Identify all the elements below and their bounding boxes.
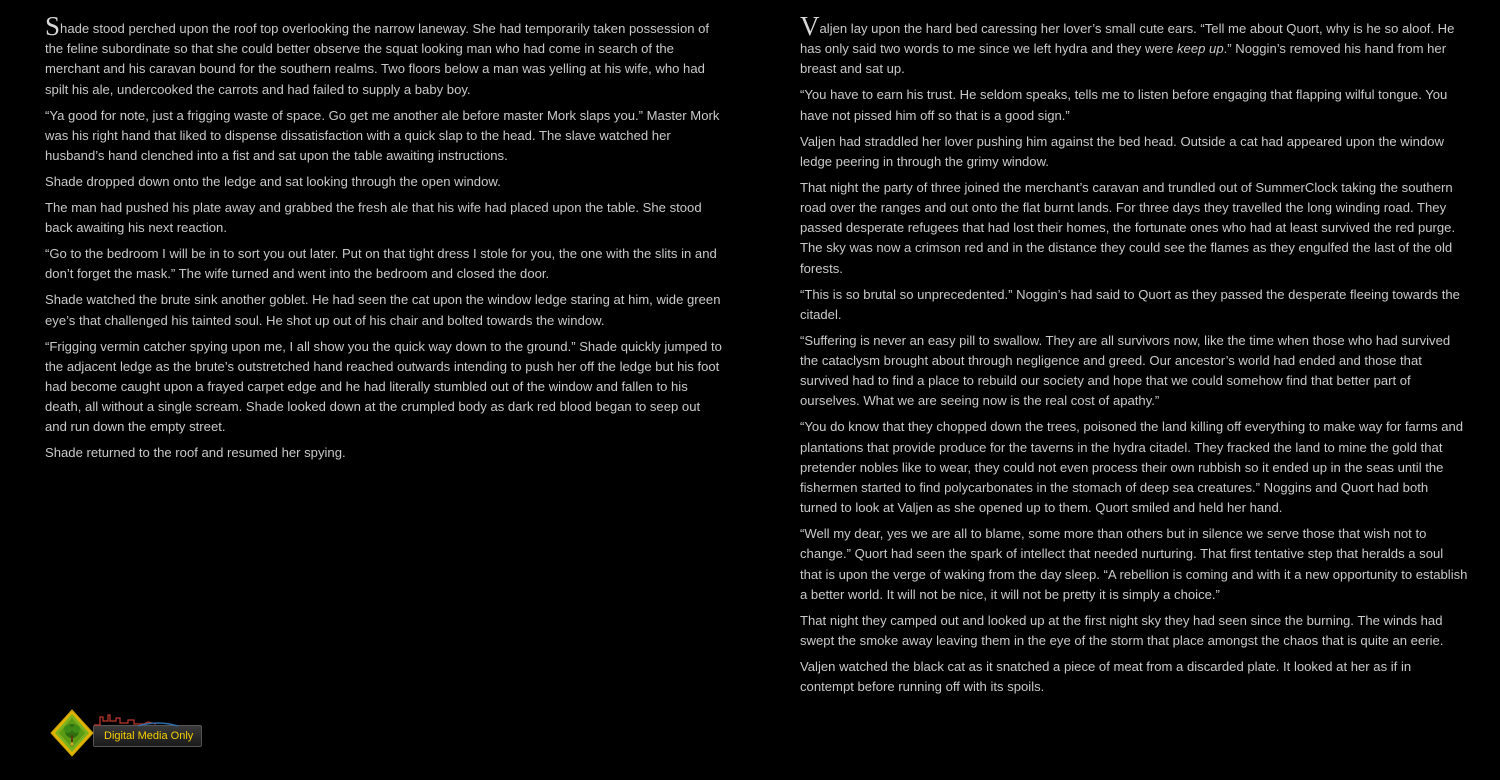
left-paragraph-3: Shade dropped down onto the ledge and sat looking through the open window. xyxy=(45,174,501,190)
left-dropcap: S xyxy=(45,11,61,41)
left-paragraph-7: “Frigging vermin catcher spying upon me, I all show you the quick way down to the ground.” Shade quickly jumped to the adjacent ledge as the brute’s outstretched hand reached outwards intending to push her off the ledge but his foot had become caught upon a frayed carpet edge and he had literally stumbled out of the window and fallen to his death, all without a single scream. Shade looked down at the crumpled body as dark red blood began to seep out and run down the empty street. xyxy=(45,338,722,435)
right-paragraph-1: Valjen lay upon the hard bed caressing her lover’s small cute ears. “Tell me about Quort, why is he so aloof. He has only said two words to me since we left hydra and they were keep up.” Noggin’s removed his hand from her breast and sat up. xyxy=(800,11,1455,77)
right-paragraph-2: “You have to earn his trust. He seldom speaks, tells me to listen before engaging that flapping wilful tongue. You have not pissed him off so that is a good sign.” xyxy=(800,87,1448,123)
emphasis-keep-up: keep up xyxy=(1177,41,1224,57)
right-paragraph-9: That night they camped out and looked up at the first night sky they had seen since the burning. The winds had swept the smoke away leaving them in the eye of the storm that place amongst the chaos that is quite an eerie. xyxy=(800,612,1444,649)
left-paragraph-6: Shade watched the brute sink another goblet. He had seen the cat upon the window ledge staring at him, wide green eye’s that challenged his tainted soul. He shot up out of his chair and bolted towards the window. xyxy=(45,292,721,328)
right-paragraph-8: “Well my dear, yes we are all to blame, some more than others but in silence we serve those that wish not to change.” Quort had seen the spark of intellect that needed nurturing. That first tentative step that heralds a soul that is upon the verge of waking from the day sleep. “A rebellion is coming and with it a new opportunity to establish a better world. It will not be nice, it will not be pretty it is simply a choice.” xyxy=(800,526,1468,602)
left-paragraph-2: “Ya good for note, just a frigging waste of space. Go get me another ale before master Mork slaps you.” Master Mork was his right hand that liked to dispense dissatisfaction with a quick slap to the head. The slave watched her husband’s hand clenched into a fist and sat upon the table awaiting instructions. xyxy=(45,107,720,164)
right-dropcap: V xyxy=(800,11,820,41)
right-paragraph-10: Valjen watched the black cat as it snatched a piece of meat from a discarded plate. It looked at her as if in contempt before running off with its spoils. xyxy=(800,659,1412,695)
right-paragraph-6: “Suffering is never an easy pill to swallow. They are all survivors now, like the time when those who had survived the cataclysm brought about through negligence and greed. Our ancestor’s world had ended and those that survived had to find a place to rebuild our society and hope that we could somehow find that better part of ourselves. What we are seeing now is the real cost of apathy.” xyxy=(800,332,1451,409)
logo-emblem-icon xyxy=(48,704,208,762)
left-paragraph-5: “Go to the bedroom I will be in to sort you out later. Put on that tight dress I stole for you, the one with the slits in and don’t forget the mask.” The wife turned and went into the bedroom and closed the door. xyxy=(45,246,717,282)
right-paragraph-4: That night the party of three joined the merchant’s caravan and trundled out of SummerClock taking the southern road over the ranges and out onto the flat burnt lands. For three days they travelled the long winding road. They passed desperate refugees that had lost their homes, the fortunate ones who had at least survived the red purge. The sky was now a crimson red and in the distance they could see the flames as they engulfed the last of the old forests. xyxy=(800,179,1456,276)
left-paragraph-1: Shade stood perched upon the roof top overlooking the narrow laneway. She had temporarily taken possession of the feline subordinate so that she could better observe the squat looking man who had come in search of the merchant and his caravan bound for the southern realms. Two floors below a man was yelling at his wife, who had spilt his ale, undercooked the carrots and had failed to supply a baby boy. xyxy=(45,11,710,97)
right-paragraph-7: “You do know that they chopped down the trees, poisoned the land killing off everything to make way for farms and plantations that provide produce for the taverns in the hydra citadel. They fracked the land to mine the gold that pretender nobles like to wear, they could not even process their own rubbish so it ended up in the seas until the fishermen started to find polycarbonates in the stomach of deep sea creatures.” Noggins and Quort had both turned to look at Valjen as she opened up to them. Quort smiled and held her hand. xyxy=(800,419,1464,516)
left-page xyxy=(45,11,725,469)
right-page xyxy=(800,11,1468,703)
digital-media-only-logo xyxy=(48,704,208,762)
right-paragraph-3: Valjen had straddled her lover pushing him against the bed head. Outside a cat had appeared upon the window ledge peering in through the grimy window. xyxy=(800,133,1444,169)
left-paragraph-8: Shade returned to the roof and resumed her spying. xyxy=(45,445,346,461)
logo-label: Digital Media Only xyxy=(93,725,202,747)
left-paragraph-4: The man had pushed his plate away and grabbed the fresh ale that his wife had placed upon the table. She stood back awaiting his next reaction. xyxy=(45,200,702,236)
right-paragraph-5: “This is so brutal so unprecedented.” Noggin’s had said to Quort as they passed the desperate fleeing towards the citadel. xyxy=(800,286,1460,322)
